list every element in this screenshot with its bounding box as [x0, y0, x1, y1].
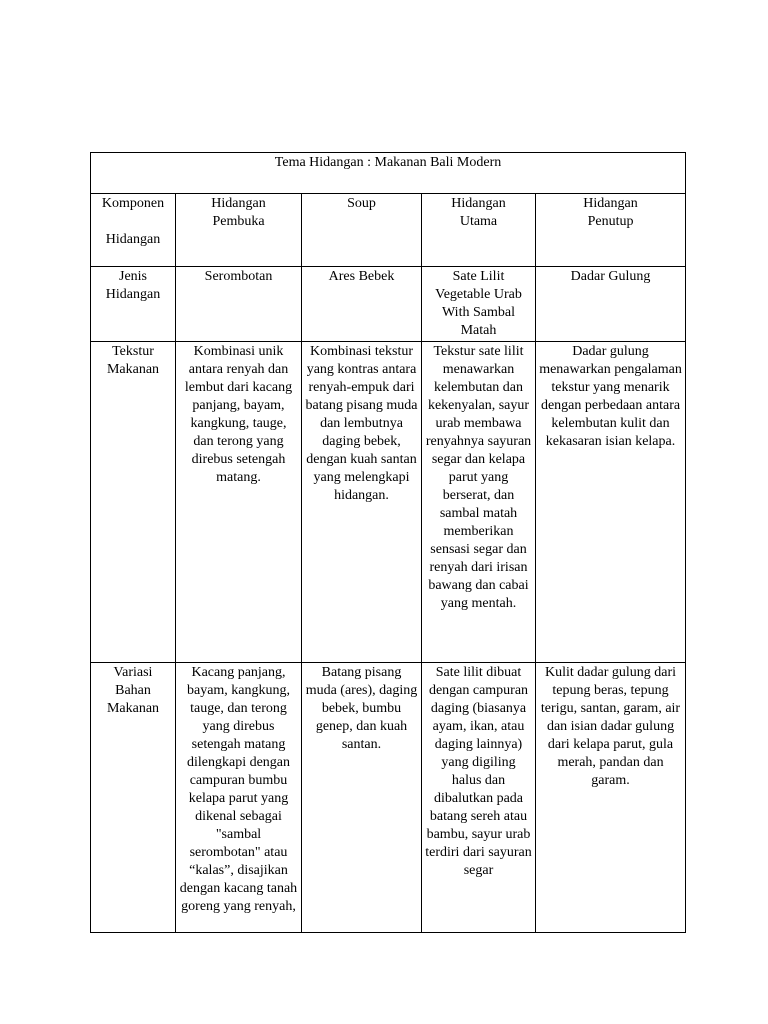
- cell-variasi-dessert: Kulit dadar gulung dari tepung beras, tepung terigu, santan, garam, air dan isian dadar gulung dari kelapa parut, gula merah, pandan dan garam.: [536, 663, 686, 933]
- theme-cell: Tema Hidangan : Makanan Bali Modern: [91, 153, 686, 194]
- cell-jenis-dessert: Dadar Gulung: [536, 267, 686, 342]
- header-dish-label: Hidangan: [105, 232, 161, 247]
- cell-jenis-appetizer: Serombotan: [176, 267, 302, 342]
- cell-tekstur-soup: Kombinasi tekstur yang kontras antara renyah-empuk dari batang pisang muda dan lembutnya daging bebek, dengan kuah santan yang melengkapi hidangan.: [302, 342, 422, 663]
- cell-tekstur-main: Tekstur sate lilit menawarkan kelembutan dan kekenyalan, sayur urab membawa renyahnya sayuran segar dan kelapa parut yang berserat, dan sambal matah memberikan sensasi segar dan renyah dari irisan bawang dan cabai yang mentah.: [422, 342, 536, 663]
- header-main-course: Hidangan Utama: [422, 194, 536, 267]
- table-row-jenis: [91, 267, 686, 342]
- cell-variasi-appetizer: Kacang panjang, bayam, kangkung, tauge, dan terong yang direbus setengah matang dilengkapi dengan campuran bumbu kelapa parut yang dikenal sebagai "sambal serombotan" atau “kalas”, disajikan dengan kacang tanah goreng yang renyah,: [176, 663, 302, 933]
- row-label-jenis: Jenis Hidangan: [91, 267, 176, 342]
- header-appetizer: Hidangan Pembuka: [176, 194, 302, 267]
- row-label-variasi: Variasi Bahan Makanan: [91, 663, 176, 933]
- header-component-cell: [91, 194, 176, 267]
- menu-table: [90, 152, 686, 933]
- header-dessert: Hidangan Penutup: [536, 194, 686, 267]
- header-row: [91, 194, 686, 267]
- cell-variasi-soup: Batang pisang muda (ares), daging bebek, bumbu genep, dan kuah santan.: [302, 663, 422, 933]
- table-row-tekstur: [91, 342, 686, 663]
- cell-variasi-main: Sate lilit dibuat dengan campuran daging (biasanya ayam, ikan, atau daging lainnya) yang digiling halus dan dibalutkan pada batang sereh atau bambu, sayur urab terdiri dari sayuran segar: [422, 663, 536, 933]
- theme-row: [91, 153, 686, 194]
- cell-tekstur-dessert: Dadar gulung menawarkan pengalaman tekstur yang menarik dengan perbedaan antara kelembutan kulit dan kekasaran isian kelapa.: [536, 342, 686, 663]
- row-label-tekstur: Tekstur Makanan: [91, 342, 176, 663]
- cell-jenis-main: Sate Lilit Vegetable Urab With Sambal Matah: [422, 267, 536, 342]
- cell-jenis-soup: Ares Bebek: [302, 267, 422, 342]
- table-row-variasi: [91, 663, 686, 933]
- header-soup: Soup: [302, 194, 422, 267]
- cell-tekstur-appetizer: Kombinasi unik antara renyah dan lembut dari kacang panjang, bayam, kangkung, tauge, dan terong yang direbus setengah matang.: [176, 342, 302, 663]
- header-component-label: Komponen: [101, 196, 165, 211]
